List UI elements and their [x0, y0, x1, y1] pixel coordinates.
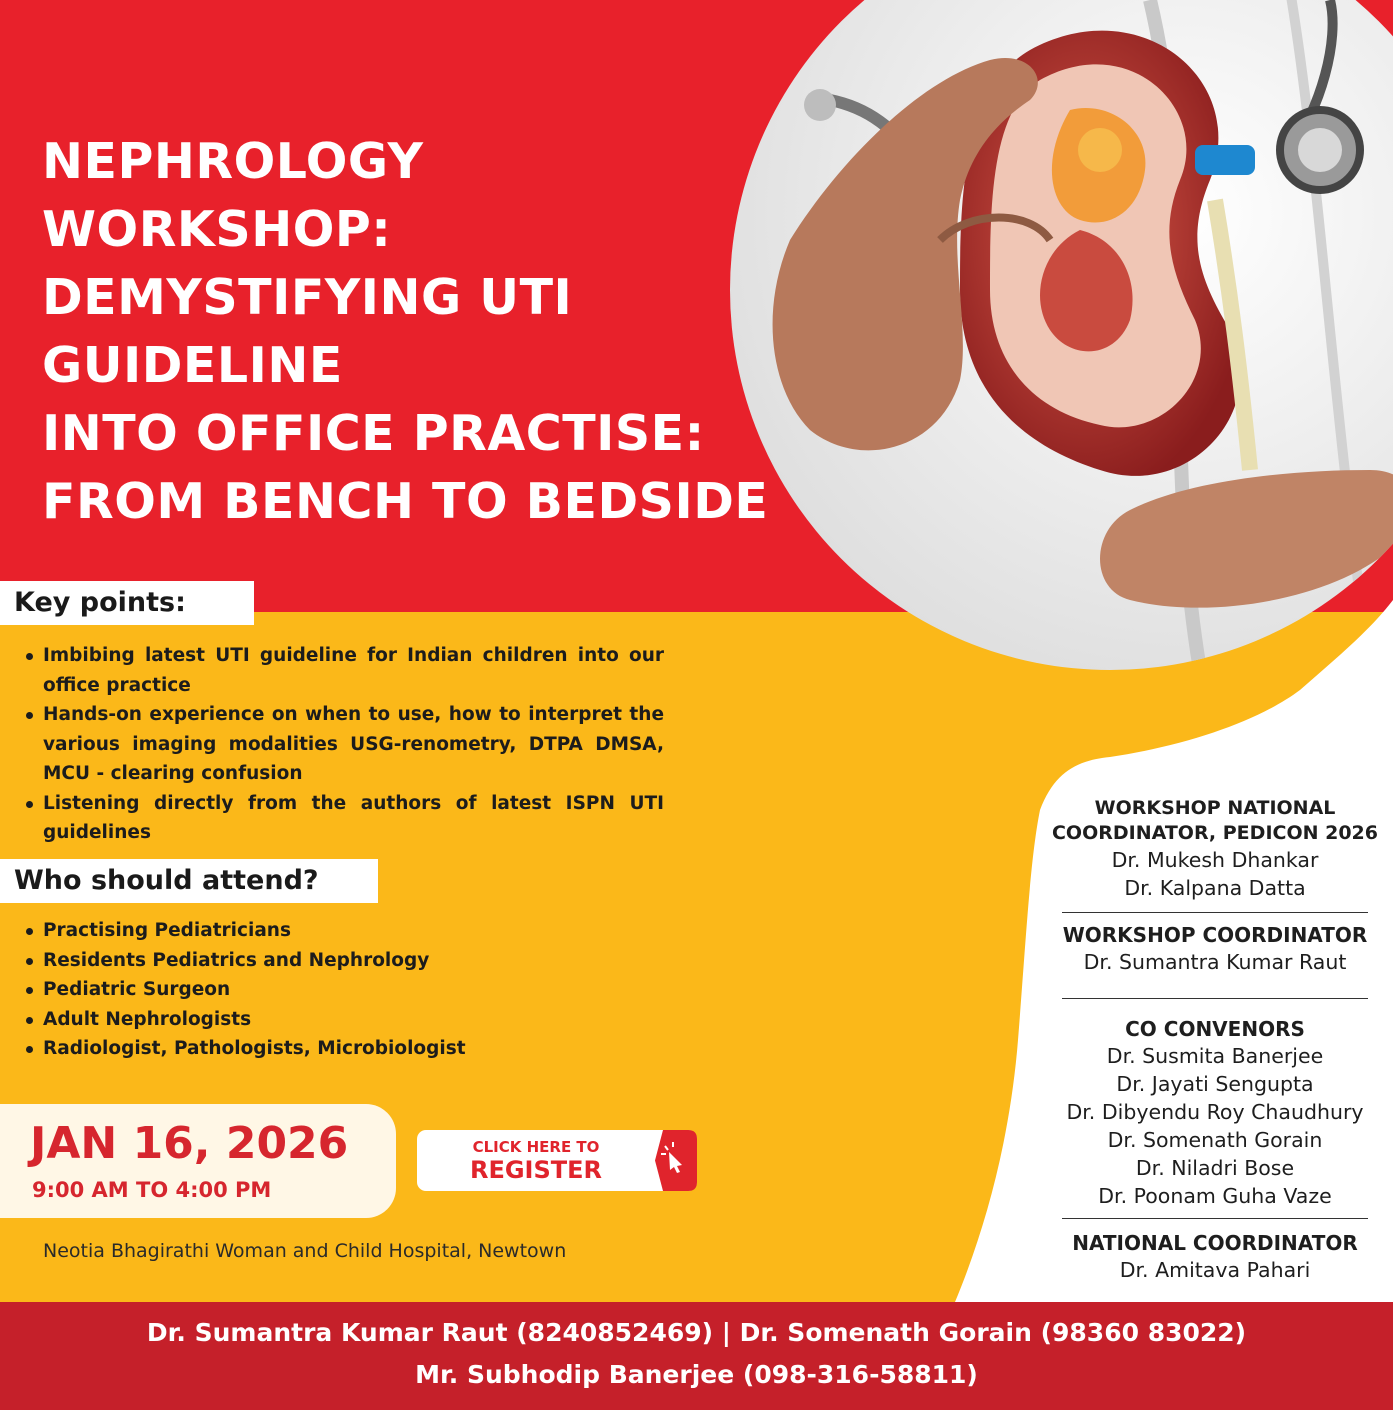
- audience-item: Practising Pediatricians: [24, 916, 664, 946]
- divider: [1062, 912, 1368, 913]
- audience-item: Radiologist, Pathologists, Microbiologist: [24, 1034, 664, 1064]
- contact-footer: [0, 1302, 1393, 1410]
- coordinators-panel: [1040, 796, 1390, 1284]
- audience-list: [24, 916, 664, 1064]
- event-date: JAN 16, 2026: [30, 1118, 349, 1169]
- coordinator-name: Dr. Amitava Pahari: [1119, 1258, 1311, 1282]
- coordinator-name: Dr. Sumantra Kumar Raut: [1083, 950, 1347, 974]
- cursor-click-icon: [649, 1130, 697, 1191]
- national-pedicon-heading: WORKSHOP NATIONAL: [1094, 797, 1336, 819]
- co-convenor-name: Dr. Jayati Sengupta: [1116, 1072, 1314, 1096]
- co-convenor-name: Dr. Dibyendu Roy Chaudhury: [1066, 1100, 1364, 1124]
- audience-item: Adult Nephrologists: [24, 1005, 664, 1035]
- co-convenors-heading: CO CONVENORS: [1125, 1017, 1305, 1041]
- title-line: WORKSHOP:: [42, 201, 392, 258]
- key-points-list: [24, 641, 664, 848]
- title-line: GUIDELINE: [42, 337, 343, 394]
- coordinator-name: Dr. Kalpana Datta: [1124, 876, 1306, 900]
- co-convenor-name: Dr. Niladri Bose: [1135, 1156, 1295, 1180]
- event-venue: Neotia Bhagirathi Woman and Child Hospital, Newtown: [43, 1240, 567, 1262]
- register-label-line1: CLICK HERE TO: [472, 1138, 600, 1156]
- audience-item: Residents Pediatrics and Nephrology: [24, 946, 664, 976]
- national-coordinator-heading: NATIONAL COORDINATOR: [1072, 1231, 1358, 1255]
- title-line: FROM BENCH TO BEDSIDE: [42, 473, 769, 530]
- event-time: 9:00 AM TO 4:00 PM: [32, 1178, 272, 1202]
- key-point-item: Hands-on experience on when to use, how to interpret the various imaging modalities USG-renometry, DTPA DMSA, MCU - clearing confusion: [24, 700, 664, 789]
- audience-heading: Who should attend?: [0, 859, 378, 903]
- coordinator-name: Dr. Mukesh Dhankar: [1111, 848, 1319, 872]
- co-convenor-name: Dr. Susmita Banerjee: [1106, 1044, 1324, 1068]
- title-line: DEMYSTIFYING UTI: [42, 269, 573, 326]
- register-label: [417, 1138, 655, 1184]
- co-convenor-name: Dr. Poonam Guha Vaze: [1098, 1184, 1332, 1208]
- audience-item: Pediatric Surgeon: [24, 975, 664, 1005]
- co-convenor-name: Dr. Somenath Gorain: [1107, 1128, 1323, 1152]
- key-point-item: Listening directly from the authors of latest ISPN UTI guidelines: [24, 789, 664, 848]
- divider: [1062, 1218, 1368, 1219]
- register-label-line2: REGISTER: [469, 1156, 603, 1184]
- title-line: INTO OFFICE PRACTISE:: [42, 405, 705, 462]
- national-pedicon-heading: COORDINATOR, PEDICON 2026: [1051, 822, 1378, 844]
- footer-contacts-line2: Mr. Subhodip Banerjee (098-316-58811): [415, 1360, 978, 1389]
- title-line: NEPHROLOGY: [42, 133, 424, 190]
- workshop-title: [42, 128, 768, 536]
- register-button[interactable]: [417, 1130, 697, 1191]
- divider: [1062, 998, 1368, 999]
- key-point-item: Imbibing latest UTI guideline for Indian children into our office practice: [24, 641, 664, 700]
- footer-contacts-line1: Dr. Sumantra Kumar Raut (8240852469) | Dr. Somenath Gorain (98360 83022): [146, 1318, 1247, 1347]
- event-date-card: [0, 1104, 396, 1218]
- workshop-coordinator-heading: WORKSHOP COORDINATOR: [1062, 923, 1368, 947]
- key-points-heading: Key points:: [0, 581, 254, 625]
